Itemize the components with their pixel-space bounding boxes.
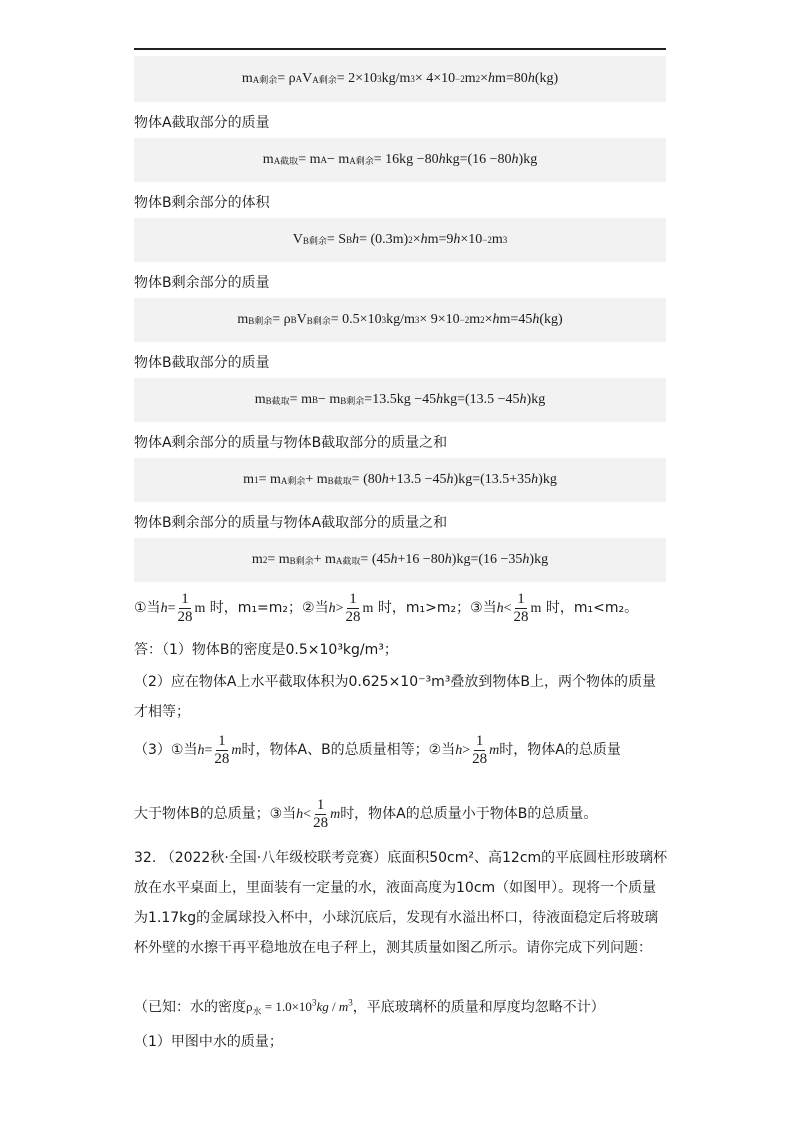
label-sum-m2: 物体B剩余部分的质量与物体A截取部分的质量之和 [134,515,448,531]
question-32-line-4: 杯外壁的水擦干再平稳地放在电子秤上，测其质量如图乙所示。请你完成下列问题： [134,940,652,956]
answer-2-line-1: （2）应在物体A上水平截取体积为0.625×10⁻³m³叠放到物体B上，两个物体的质量 [134,674,656,690]
water-density-formula: $\rho_水 = 1.0\times 10^3kg / m^3$ [246,998,353,1017]
label-a-cut-mass: 物体A截取部分的质量 [134,115,270,131]
label-sum-m1: 物体A剩余部分的质量与物体B截取部分的质量之和 [134,435,448,451]
top-rule [134,48,666,50]
equation-b-remaining-mass: m B剩余 = ρ B V B剩余 = 0.5×10 3 kg/m 3 × 9×10 −2 m 2 × h m=45 h (kg) [134,298,666,342]
question-32-line-3: 为1.17kg的金属球投入杯中，小球沉底后，发现有水溢出杯口，待液面稳定后将玻璃 [134,910,659,926]
known-condition: （已知：水的密度$\rho_水 = 1.0\times 10^3kg / m^3$，平底玻璃杯的质量和厚度均忽略不计） [134,998,605,1017]
equation-a-remaining-mass: m A剩余 = ρ A V A剩余 = 2×10 3 kg/m 3 × 4×10 −2 m 2 × h m=80 h (kg) [134,56,666,102]
label-b-cut-mass: 物体B截取部分的质量 [134,355,270,371]
label-b-remaining-volume: 物体B剩余部分的体积 [134,195,270,211]
answer-1: 答：（1）物体B的密度是0.5×10³kg/m³； [134,642,398,658]
answer-2-line-2: 才相等； [134,704,190,720]
equation-m2: m 2 = m B剩余 + m A截取 = (45 h +16 −80 h )kg=(16 −35 h )kg [134,538,666,582]
answer-3-line-1: （3）①当h= $\frac{1}{28}$ m时，物体A、B的总质量相等；②当h> $\frac{1}{28}$ m时，物体A的总质量 [134,732,621,767]
question-32-line-2: 放在水平桌面上，里面装有一定量的水，液面高度为10cm（如图甲）。现将一个质量 [134,880,657,896]
label-b-remaining-mass: 物体B剩余部分的质量 [134,275,270,291]
equation-b-cut-mass: m B截取 = m B − m B剩余 =13.5kg −45 h kg=(13.5 −45 h )kg [134,378,666,422]
equation-m1: m 1 = m A剩余 + m B截取 = (80 h +13.5 −45 h )kg=(13.5+35 h )kg [134,458,666,502]
cases-line: ①当h= $\frac{1}{28}$ m 时，m₁=m₂；②当h> $\frac{1}{28}$ m 时，m₁>m₂；③当h< $\frac{1}{28}$ m 时，m₁<m₂。 [134,590,639,625]
equation-a-cut-mass: m A截取 = m A − m A剩余 = 16kg −80 h kg=(16 −80 h )kg [134,138,666,182]
sub-question-1: （1）甲图中水的质量； [134,1034,283,1050]
question-32-line-1: 32. （2022秋·全国·八年级校联考竞赛）底面积50cm²、高12cm的平底圆柱形玻璃杯 [134,850,668,866]
equation-b-remaining-volume: V B剩余 = S B h = (0.3m) 2 × h m=9 h ×10 −2 m 3 [134,218,666,262]
answer-3-line-2: 大于物体B的总质量；③当h< $\frac{1}{28}$ m时，物体A的总质量小于物体B的总质量。 [134,796,598,831]
